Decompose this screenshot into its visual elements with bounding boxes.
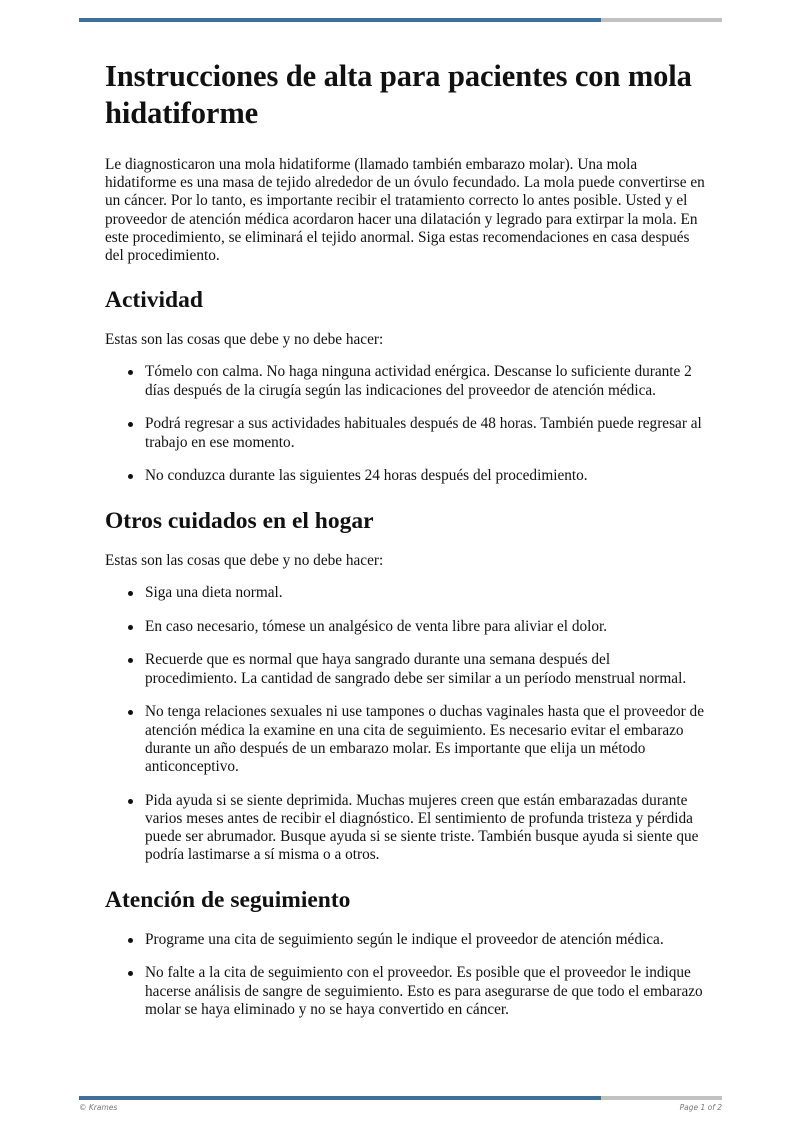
page-title: Instrucciones de alta para pacientes con mola hidatiforme	[105, 59, 692, 130]
footer-copyright: © Krames	[79, 1103, 118, 1112]
bottom-divider-rest	[601, 1096, 722, 1100]
list-item: No falte a la cita de seguimiento con el proveedor. Es posible que el proveedor le indique hacerse análisis de sangre de seguimiento. Esto es para asegurarse de que todo el embarazo molar se haya eliminado y no se haya convertido en cáncer.	[145, 964, 705, 1019]
top-divider-bar	[79, 18, 722, 22]
list-seguimiento	[105, 931, 705, 1019]
list-item: Programe una cita de seguimiento según le indique el proveedor de atención médica.	[145, 931, 705, 949]
list-item: Tómelo con calma. No haga ninguna actividad enérgica. Descanse lo suficiente durante 2 días después de la cirugía según las indicaciones del proveedor de atención médica.	[145, 363, 705, 399]
list-item: En caso necesario, tómese un analgésico de venta libre para aliviar el dolor.	[145, 618, 705, 636]
section-heading-otros-cuidados: Otros cuidados en el hogar	[105, 507, 374, 534]
bottom-divider-bar	[79, 1096, 722, 1100]
list-item: No tenga relaciones sexuales ni use tampones o duchas vaginales hasta que el proveedor de atención médica la examine en una cita de seguimiento. Es necesario evitar el embarazo durante un año después de un embarazo molar. Es importante que elija un método anticonceptivo.	[145, 703, 704, 776]
top-divider-rest	[601, 18, 722, 22]
list-item: Siga una dieta normal.	[145, 584, 705, 602]
list-item: Pida ayuda si se siente deprimida. Muchas mujeres creen que están embarazadas durante varios meses antes de recibir el diagnóstico. El sentimiento de profunda tristeza y pérdida puede ser abrumador. Busque ayuda si se siente triste. También busque ayuda si siente que podría lastimarse a sí misma o a otros.	[145, 792, 705, 865]
document-body	[105, 58, 705, 1035]
list-item: Podrá regresar a sus actividades habituales después de 48 horas. También puede regresar al trabajo en ese momento.	[145, 415, 705, 451]
list-item: No conduzca durante las siguientes 24 horas después del procedimiento.	[145, 467, 705, 485]
list-otros-cuidados	[105, 584, 705, 865]
section-lead-actividad: Estas son las cosas que debe y no debe hacer:	[105, 331, 384, 349]
section-lead-otros-cuidados: Estas son las cosas que debe y no debe hacer:	[105, 551, 384, 569]
section-heading-actividad: Actividad	[105, 287, 203, 314]
intro-paragraph: Le diagnosticaron una mola hidatiforme (llamado también embarazo molar). Una mola hidatiforme es una masa de tejido alrededor de un óvulo fecundado. La mola puede convertirse en un cáncer. Por lo tanto, es importante recibir el tratamiento correcto lo antes posible. Usted y el proveedor de atención médica acordaron hacer una dilatación y legrado para extirpar la mola. En este procedimiento, se eliminará el tejido anormal. Siga estas recomendaciones en casa después del procedimiento.	[105, 156, 705, 265]
list-item: Recuerde que es normal que haya sangrado durante una semana después del procedimiento. La cantidad de sangrado debe ser similar a un período menstrual normal.	[145, 651, 705, 687]
top-divider-accent	[79, 18, 601, 22]
list-actividad	[105, 363, 705, 485]
footer-page-number: Page 1 of 2	[679, 1103, 722, 1112]
section-heading-seguimiento: Atención de seguimiento	[105, 886, 351, 913]
bottom-divider-accent	[79, 1096, 601, 1100]
